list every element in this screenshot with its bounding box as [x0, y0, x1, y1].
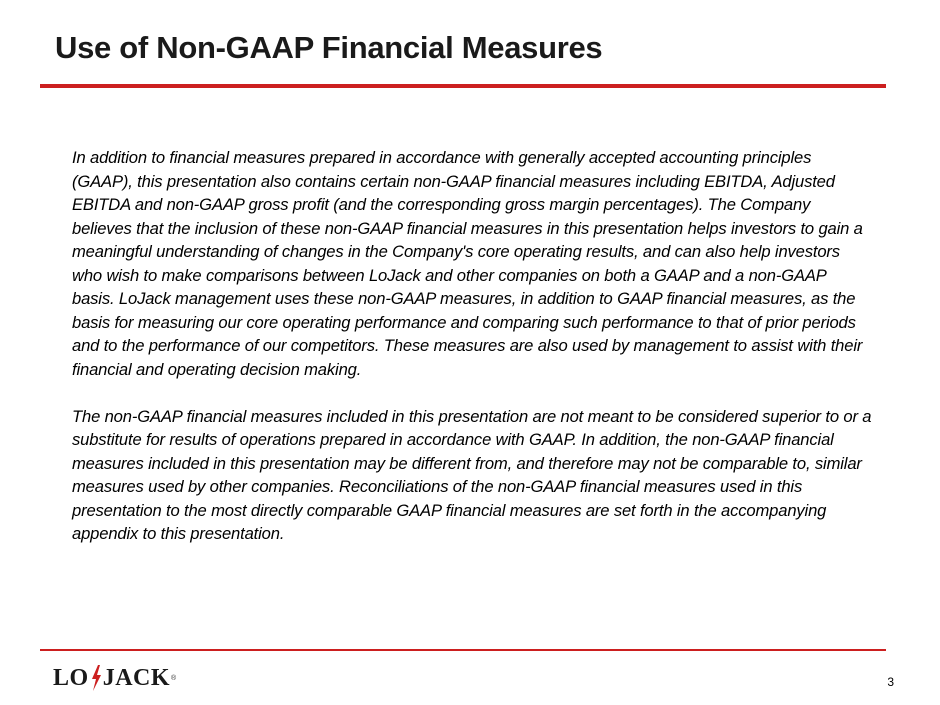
title-divider: [40, 84, 886, 88]
lojack-logo: [53, 663, 176, 693]
logo-text-left: LO: [53, 664, 89, 691]
paragraph-1: In addition to financial measures prepared in accordance with generally accepted accounting principles (GAAP), this presentation also contains certain non-GAAP financial measures including EBITDA, Adjusted EBITDA and non-GAAP gross profit (and the corresponding gross margin percentages). The Company believes that the inclusion of these non-GAAP financial measures in this presentation helps investors to gain a meaningful understanding of changes in the Company's core operating results, and can also help investors who wish to make comparisons between LoJack and other companies on both a GAAP and a non-GAAP basis. LoJack management uses these non-GAAP measures, in addition to GAAP financial measures, as the basis for measuring our core operating performance and comparing such performance to that of prior periods and to the performance of our competitors. These measures are also used by management to assist with their financial and operating decision making.: [72, 148, 863, 379]
footer-divider: [40, 649, 886, 651]
body-text: [72, 146, 872, 569]
page-title: Use of Non-GAAP Financial Measures: [55, 30, 603, 65]
page-number: 3: [887, 675, 894, 689]
paragraph-2: The non-GAAP financial measures included in this presentation are not meant to be considered superior to or a substitute for results of operations prepared in accordance with GAAP. In addition, the non-GAAP financial measures included in this presentation may be different from, and therefore may not be comparable to, similar measures used by other companies. Reconciliations of the non-GAAP financial measures used in this presentation to the most directly comparable GAAP financial measures are set forth in the accompanying appendix to this presentation.: [72, 406, 872, 543]
logo-text-right: JACK: [102, 664, 171, 691]
lightning-bolt-icon: [90, 665, 102, 691]
registered-mark: ®: [171, 674, 177, 682]
